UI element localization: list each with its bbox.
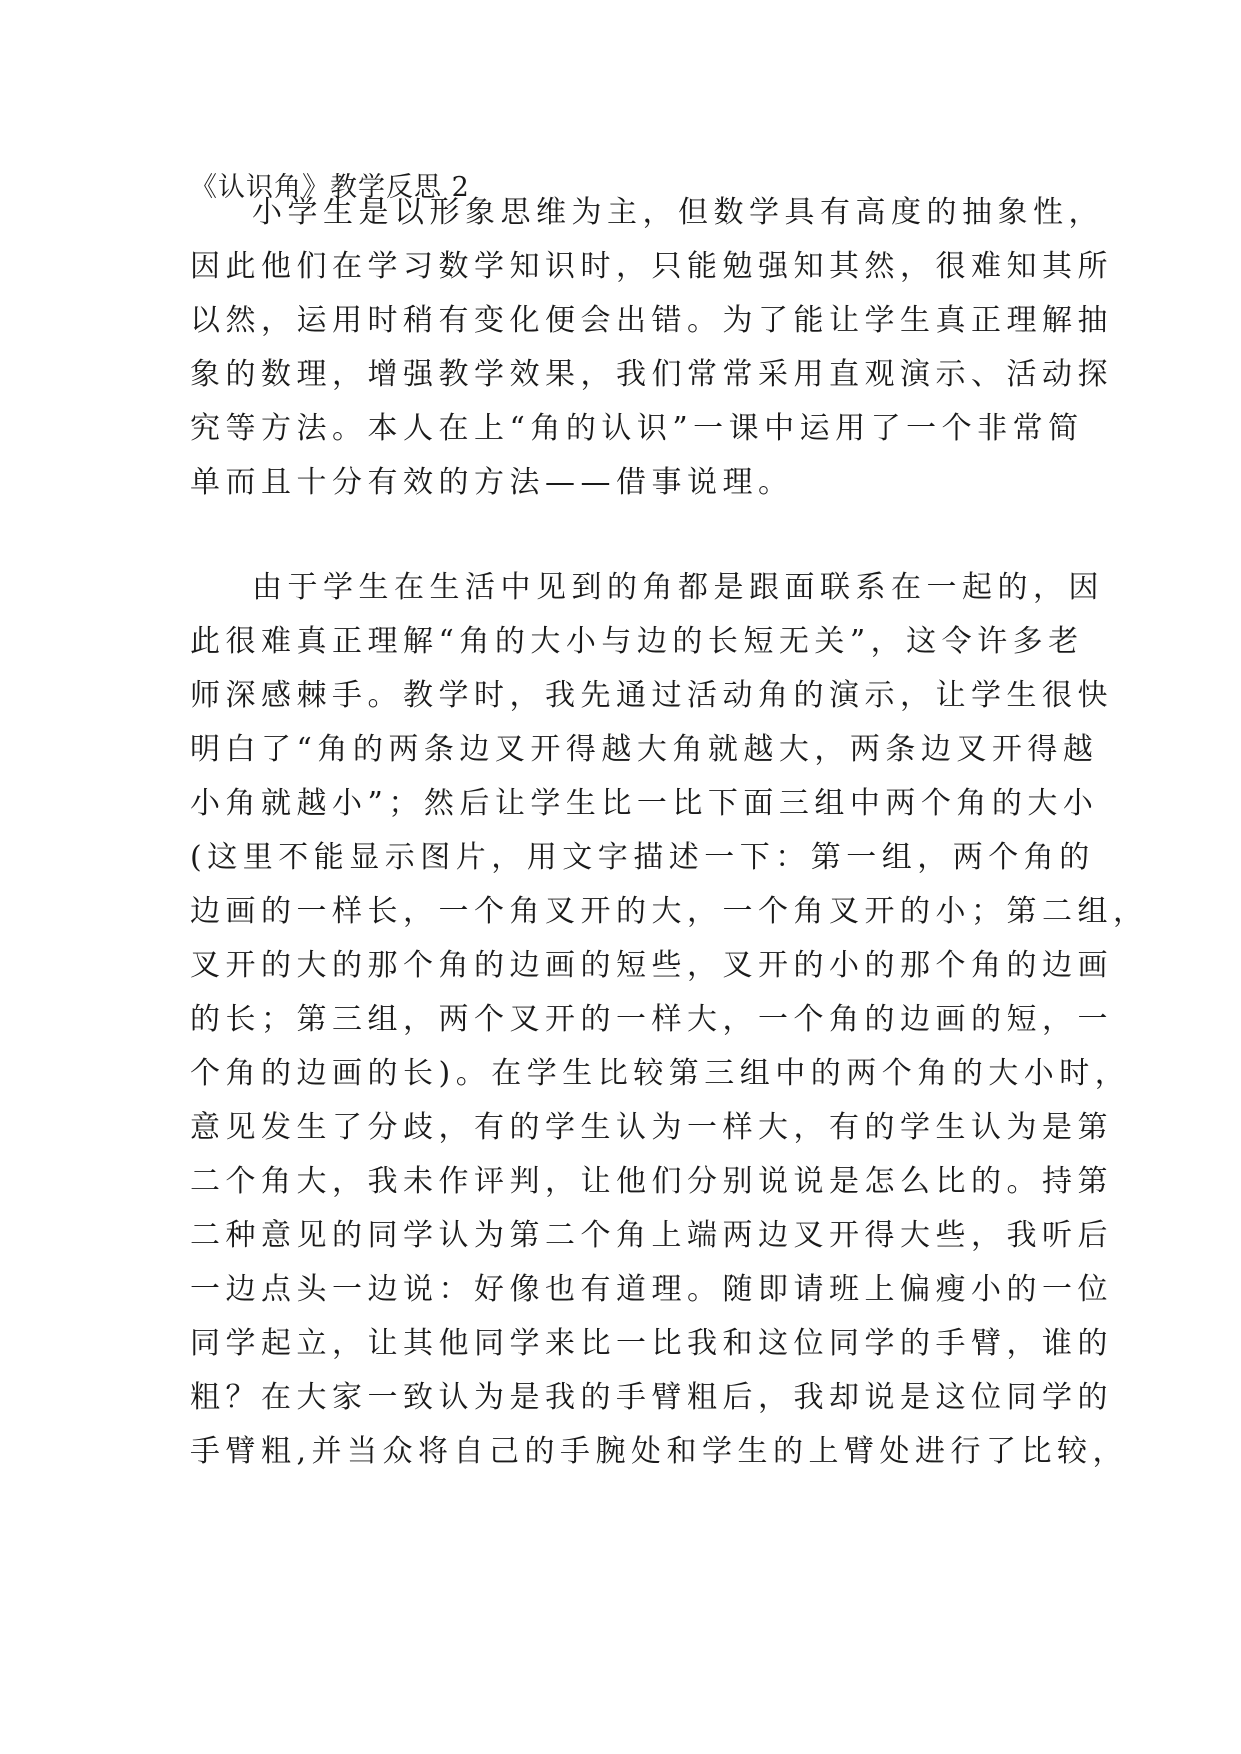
paragraph2-line: 同学起立，让其他同学来比一比我和这位同学的手臂，谁的 bbox=[190, 1326, 1113, 1361]
paragraph2-line: 二个角大，我未作评判，让他们分别说说是怎么比的。持第 bbox=[190, 1164, 1113, 1199]
paragraph2-line: 小角就越小”；然后让学生比一比下面三组中两个角的大小 bbox=[190, 786, 1099, 821]
paragraph2-line: 粗？在大家一致认为是我的手臂粗后，我却说是这位同学的 bbox=[190, 1380, 1113, 1415]
paragraph2-line: 个角的边画的长)。在学生比较第三组中的两个角的大小时， bbox=[190, 1056, 1131, 1091]
paragraph2-line: 由于学生在生活中见到的角都是跟面联系在一起的，因 bbox=[252, 570, 1104, 605]
paragraph2-line: (这里不能显示图片，用文字描述一下：第一组，两个角的 bbox=[190, 840, 1095, 875]
document-title: 《认识角》教学反思 2 bbox=[190, 172, 470, 203]
paragraph2-line: 明白了“角的两条边叉开得越大角就越大，两条边叉开得越 bbox=[190, 732, 1099, 767]
paragraph2-line: 边画的一样长，一个角叉开的大，一个角叉开的小；第二组， bbox=[190, 894, 1149, 929]
paragraph2-line: 手臂粗,并当众将自己的手腕处和学生的上臂处进行了比较， bbox=[190, 1434, 1129, 1469]
paragraph1-line: 小学生是以形象思维为主，但数学具有高度的抽象性， bbox=[252, 195, 1104, 230]
paragraph1-line: 因此他们在学习数学知识时，只能勉强知其然，很难知其所 bbox=[190, 249, 1113, 284]
paragraph1-line: 以然，运用时稍有变化便会出错。为了能让学生真正理解抽 bbox=[190, 303, 1113, 338]
paragraph2-line: 叉开的大的那个角的边画的短些，叉开的小的那个角的边画 bbox=[190, 948, 1113, 983]
paragraph1-line: 究等方法。本人在上“角的认识”一课中运用了一个非常简 bbox=[190, 411, 1084, 446]
paragraph1-line: 单而且十分有效的方法——借事说理。 bbox=[190, 465, 794, 500]
paragraph2-line: 二种意见的同学认为第二个角上端两边叉开得大些，我听后 bbox=[190, 1218, 1113, 1253]
paragraph2-line: 一边点头一边说：好像也有道理。随即请班上偏瘦小的一位 bbox=[190, 1272, 1113, 1307]
paragraph2-line: 此很难真正理解“角的大小与边的长短无关”，这令许多老 bbox=[190, 624, 1084, 659]
paragraph2-line: 意见发生了分歧，有的学生认为一样大，有的学生认为是第 bbox=[190, 1110, 1113, 1145]
paragraph2-line: 师深感棘手。教学时，我先通过活动角的演示，让学生很快 bbox=[190, 678, 1113, 713]
paragraph1-line: 象的数理，增强教学效果，我们常常采用直观演示、活动探 bbox=[190, 357, 1113, 392]
paragraph2-line: 的长；第三组，两个叉开的一样大，一个角的边画的短，一 bbox=[190, 1002, 1113, 1037]
